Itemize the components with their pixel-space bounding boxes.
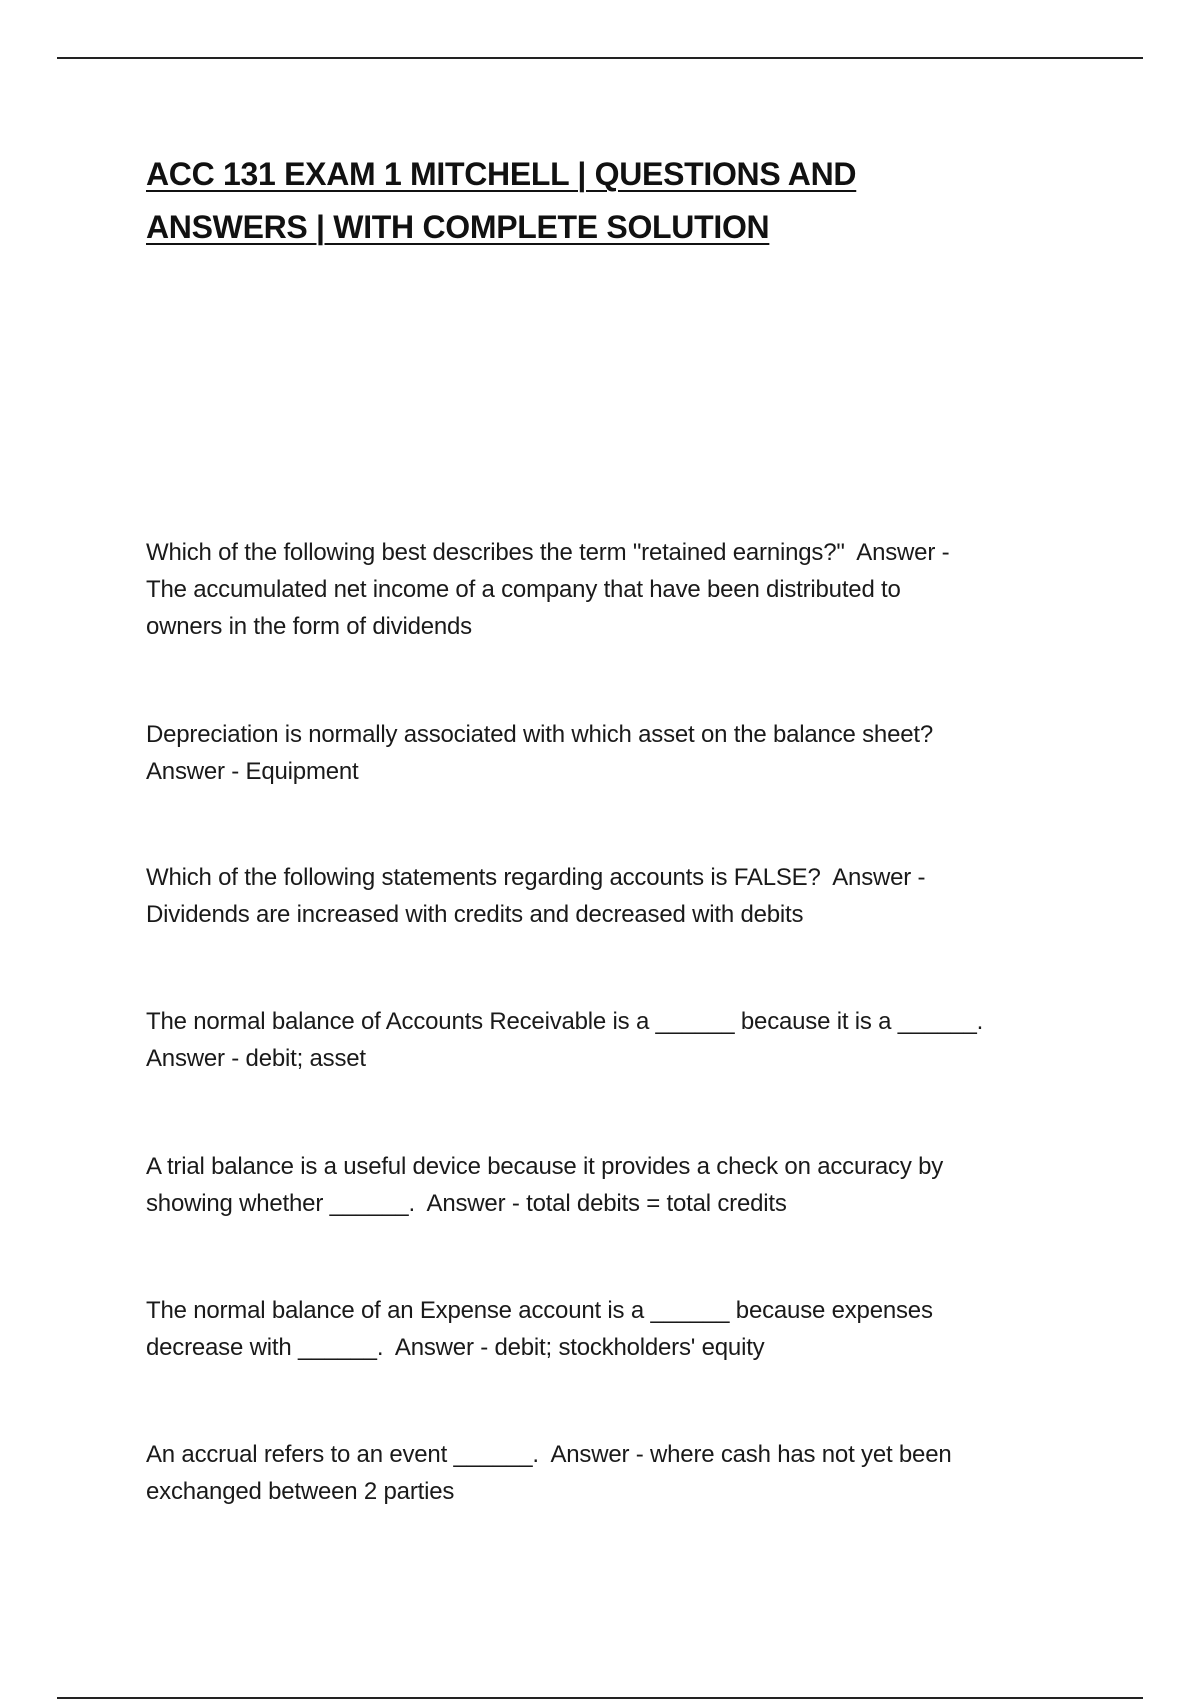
qa-line: The normal balance of an Expense account is a ______ because expenses (146, 1297, 933, 1324)
qa-item-accrual (146, 1436, 1066, 1510)
qa-item-depreciation (146, 716, 1066, 790)
document-title (146, 148, 1046, 254)
qa-line: An accrual refers to an event ______. Answer - where cash has not yet been (146, 1441, 952, 1468)
qa-line: decrease with ______. Answer - debit; stockholders' equity (146, 1334, 765, 1361)
footer-rule (57, 1697, 1143, 1699)
qa-line: A trial balance is a useful device because it provides a check on accuracy by (146, 1153, 944, 1180)
qa-line: Which of the following best describes the term "retained earnings?" Answer - (146, 539, 950, 566)
qa-line: Which of the following statements regarding accounts is FALSE? Answer - (146, 864, 926, 891)
qa-line: Answer - debit; asset (146, 1045, 366, 1072)
qa-line: owners in the form of dividends (146, 613, 472, 640)
qa-item-retained-earnings (146, 534, 1066, 645)
qa-line: Dividends are increased with credits and decreased with debits (146, 901, 804, 928)
qa-item-trial-balance (146, 1148, 1066, 1222)
qa-line: The accumulated net income of a company that have been distributed to (146, 576, 901, 603)
title-line: ACC 131 EXAM 1 MITCHELL | QUESTIONS AND (146, 156, 857, 192)
qa-line: The normal balance of Accounts Receivable is a ______ because it is a ______. (146, 1008, 984, 1035)
qa-item-expense-account (146, 1292, 1066, 1366)
header-rule (57, 57, 1143, 59)
qa-item-accounts-receivable (146, 1003, 1066, 1077)
qa-line: Depreciation is normally associated with which asset on the balance sheet? (146, 721, 933, 748)
title-line: ANSWERS | WITH COMPLETE SOLUTION (146, 209, 770, 245)
qa-line: showing whether ______. Answer - total debits = total credits (146, 1190, 787, 1217)
qa-item-accounts-false (146, 859, 1066, 933)
qa-line: exchanged between 2 parties (146, 1478, 455, 1505)
qa-line: Answer - Equipment (146, 758, 359, 785)
